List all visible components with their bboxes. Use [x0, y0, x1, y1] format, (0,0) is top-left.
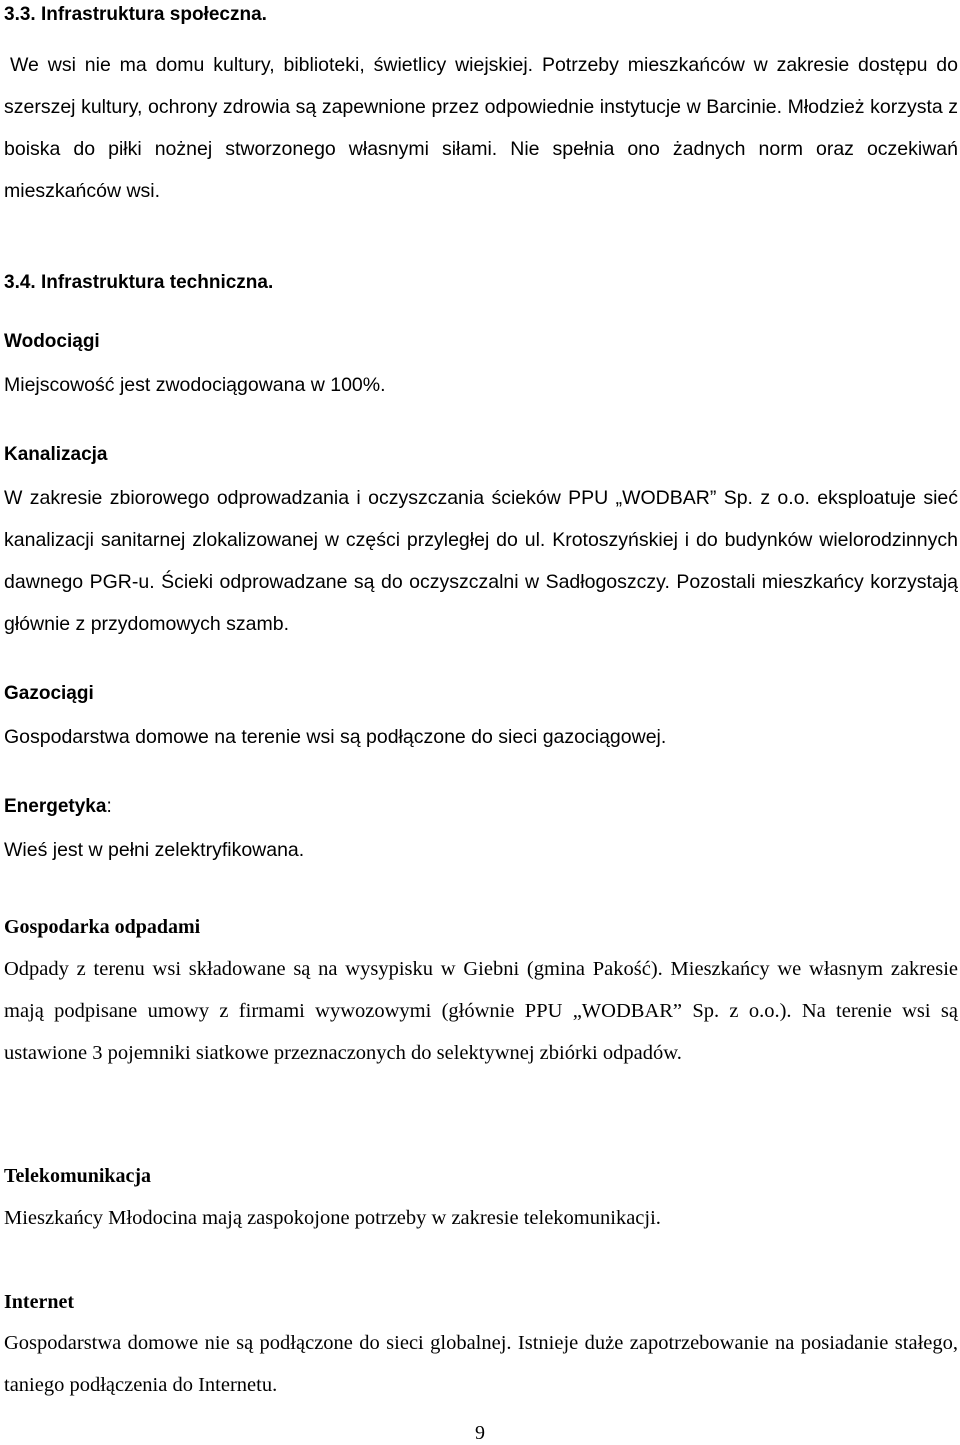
internet-heading: Internet [4, 1291, 74, 1313]
energetyka-heading-label: Energetyka [4, 796, 107, 817]
energetyka-heading [4, 795, 112, 819]
odpady-paragraph: Odpady z terenu wsi składowane są na wysypisku w Giebni (gmina Pakość). Mieszkańcy we własnym zakresie mają podpisane umowy z firmami wywozowymi (głównie PPU „WODBAR” Sp. z o.o.). Na terenie wsi są ustawione 3 pojemniki siatkowe przeznaczonych do selektywnej zbiórki odpadów. [4, 958, 958, 1064]
kanalizacja-heading: Kanalizacja [4, 444, 108, 465]
wodociagi-heading: Wodociągi [4, 331, 100, 352]
internet-paragraph: Gospodarstwa domowe nie są podłączone do sieci globalnej. Istnieje duże zapotrzebowanie na posiadanie stałego, taniego podłączenia do Internetu. [4, 1332, 958, 1396]
section-3-4-title: 3.4. Infrastruktura techniczna. [4, 272, 274, 293]
gazociagi-heading: Gazociągi [4, 683, 94, 704]
telekomunikacja-paragraph: Mieszkańcy Młodocina mają zaspokojone potrzeby w zakresie telekomunikacji. [4, 1207, 661, 1229]
energetyka-paragraph: Wieś jest w pełni zelektryfikowana. [4, 839, 305, 861]
wodociagi-paragraph: Miejscowość jest zwodociągowana w 100%. [4, 374, 386, 396]
section-3-3-paragraph: We wsi nie ma domu kultury, biblioteki, świetlicy wiejskiej. Potrzeby mieszkańców w zakresie dostępu do szerszej kultury, ochrony zdrowia są zapewnione przez odpowiednie instytucje w Barcinie. Młodzież korzysta z boiska do piłki nożnej stworzonego własnymi siłami. Nie spełnia ono żadnych norm oraz oczekiwań mieszkańców wsi. [4, 54, 958, 202]
kanalizacja-paragraph: W zakresie zbiorowego odprowadzania i oczyszczania ścieków PPU „WODBAR” Sp. z o.o. eksploatuje sieć kanalizacji sanitarnej zlokalizowanej w części przyległej do ul. Krotoszyńskiej i do budynków wielorodzinnych dawnego PGR-u. Ścieki odprowadzane są do oczyszczalni w Sadłogoszczy. Pozostali mieszkańcy korzystają głównie z przydomowych szamb. [4, 487, 958, 635]
section-3-3-title: 3.3. Infrastruktura społeczna. [4, 4, 267, 25]
energetyka-heading-colon: : [106, 796, 112, 817]
gazociagi-paragraph: Gospodarstwa domowe na terenie wsi są podłączone do sieci gazociągowej. [4, 726, 667, 748]
telekomunikacja-heading: Telekomunikacja [4, 1165, 152, 1187]
page-number: 9 [475, 1422, 485, 1444]
odpady-heading: Gospodarka odpadami [4, 916, 201, 938]
